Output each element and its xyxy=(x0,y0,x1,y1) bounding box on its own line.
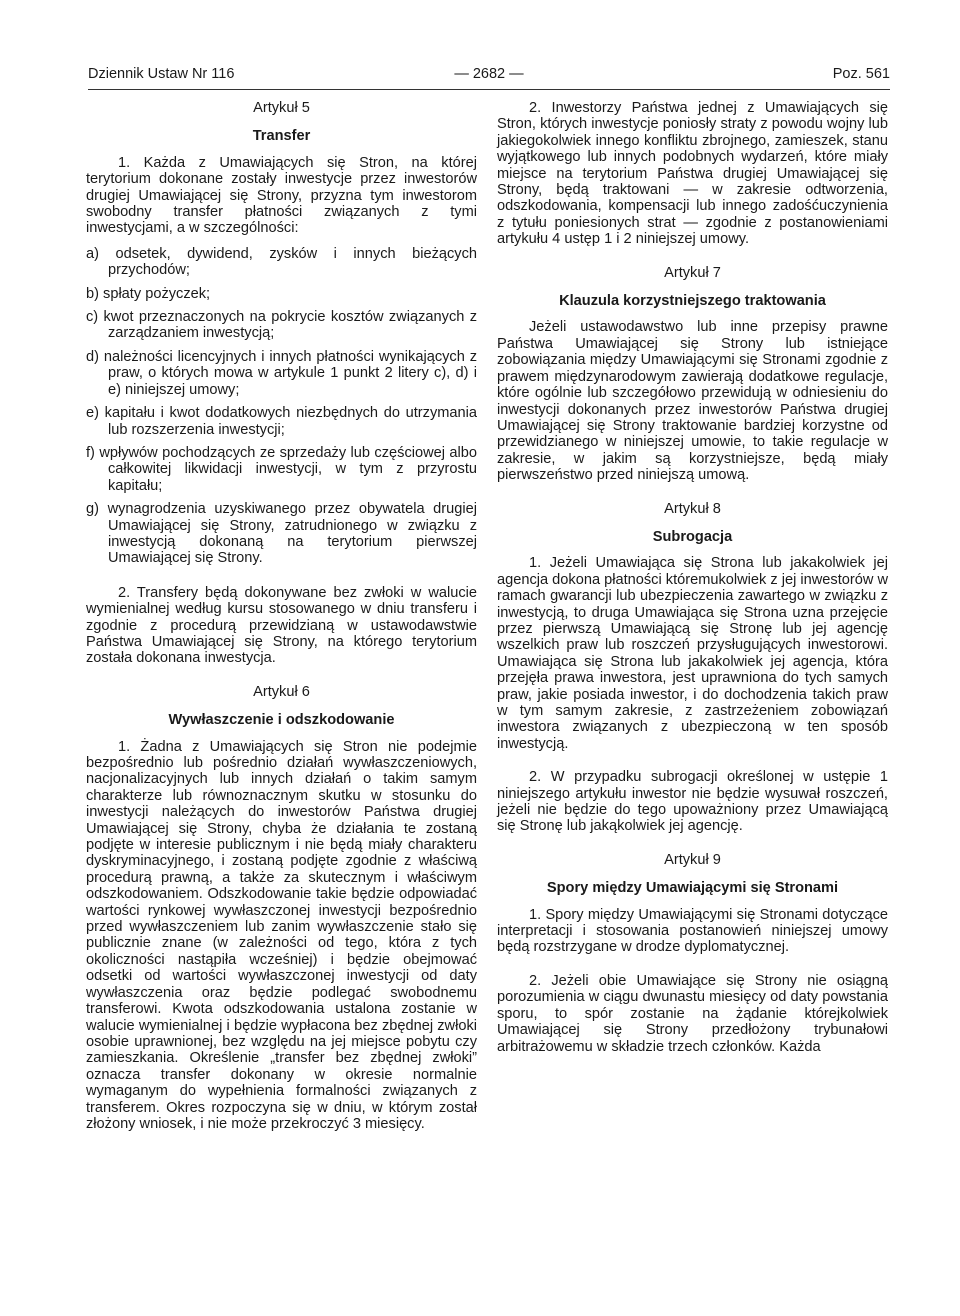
article-8-title: Subrogacja xyxy=(652,528,733,545)
article-8-heading: Artykuł 8 xyxy=(664,500,721,517)
article-6-paragraph-1: 1. Żadna z Umawiających się Stron nie podejmie bezpośrednio lub pośrednio działań wywłaszczeniowych, nacjonalizacyjnych lub innych działań o takim samym charakterze lub równoznacznym skutku w stosunku do inwestycji należących do inwestorów Państwa drugiej Umawiającej się Strony, chyba że działania te zostaną podjęte w interesie publicznym i nie będą miały charakteru dyskryminacyjnego, i zostaną podjęte zgodnie z właściwą procedurą prawną, a także za skutecznym i właściwym odszkodowaniem. Odszkodowanie takie będzie odpowiadać wartości rynkowej wywłaszczonej inwestycji bezpośrednio przed wywłaszczeniem lub zanim wywłaszczenie stało się publicznie znane (w zależności od tego, która z tych okoliczności nastąpiła wcześniej) i będzie obejmować odsetki od wartości wywłaszczonej inwestycji od daty wywłaszczenia oraz będzie podlegać swobodnemu transferowi. Kwota odszkodowania ustalona zostanie w walucie wymienialnej i będzie wypłacona bez zbędnej zwłoki osobie uprawnionej, bez względu na jej miejsce pobytu czy zamieszkania. Określenie „transfer bez zbędnej zwłoki” oznacza transfer dokonany w okresie normalnie wymaganym do wypełnienia formalności związanych z transferem. Okres rozpoczyna się w dniu, w którym został złożony wniosek, i nie może przekroczyć 3 miesięcy. xyxy=(86,738,477,1132)
article-5-paragraph-1: 1. Każda z Umawiających się Stron, na której terytorium dokonane zostały inwestycje przez inwestorów drugiej Umawiającej się Strony, przyzna tym inwestorom swobodny transfer płatności związanych z tymi inwestycjami, a w szczególności: xyxy=(86,154,477,237)
left-column xyxy=(86,100,477,1149)
article-9-heading: Artykuł 9 xyxy=(664,851,721,868)
right-column xyxy=(497,100,888,1072)
article-5-paragraph-2: 2. Transfery będą dokonywane bez zwłoki w walucie wymienialnej według kursu stosowanego w dniu transferu i zgodnie z procedurą przewidzianą w ustawodawstwie Państwa Umawiającej się Strony, na którego terytorium została dokonana inwestycja. xyxy=(86,584,477,667)
article-8-paragraph-2: 2. W przypadku subrogacji określonej w ustępie 1 niniejszego artykułu inwestor nie będzie wysuwał roszczeń, jeżeli nie będzie do tego upoważniony przez Umawiającą się Stronę lub jakąkolwiek jej agencję. xyxy=(497,769,888,835)
article-5-list xyxy=(86,246,477,567)
header-rule xyxy=(88,89,890,90)
list-item: c) kwot przeznaczonych na pokrycie kosztów związanych z zarządzaniem inwestycją; xyxy=(86,309,477,342)
article-9-paragraph-2: 2. Jeżeli obie Umawiające się Strony nie osiągną porozumienia w ciągu dwunastu miesięcy od daty powstania sporu, to spór zostanie na żądanie którejkolwiek Umawiającej się Strony przedłożony trybunałowi arbitrażowemu w składzie trzech członków. Każda xyxy=(497,972,888,1055)
article-7-heading: Artykuł 7 xyxy=(664,264,721,281)
list-item: e) kapitału i kwot dodatkowych niezbędnych do utrzymania lub rozszerzenia inwestycji; xyxy=(86,405,477,438)
list-item: b) spłaty pożyczek; xyxy=(86,285,211,302)
article-9-paragraph-1: 1. Spory między Umawiającymi się Stronami dotyczące interpretacji i stosowania postanowień niniejszej umowy będą rozstrzygane w drodze dyplomatycznej. xyxy=(497,906,888,956)
position-number: Poz. 561 xyxy=(832,66,890,82)
article-6-title: Wywłaszczenie i odszkodowanie xyxy=(168,712,395,729)
list-item: d) należności licencyjnych i innych płatności wynikających z praw, o których mowa w artykule 1 punkt 2 litery c), d) i e) niniejszej umowy; xyxy=(86,348,477,398)
article-6-heading: Artykuł 6 xyxy=(253,683,310,700)
article-5-title: Transfer xyxy=(252,128,311,145)
list-item: a) odsetek, dywidend, zysków i innych bieżących przychodów; xyxy=(86,245,477,279)
article-6-paragraph-2: 2. Inwestorzy Państwa jednej z Umawiających się Stron, których inwestycje poniosły straty z powodu wojny lub jakiegokolwiek innego konfliktu zbrojnego, zamieszek, stanu wyjątkowego lub innych podobnych wydarzeń, które miały miejsce na terytorium Państwa drugiej Umawiającej się Strony, będą traktowani — w zakresie odtworzenia, odszkodowania, kompensacji lub innego zadośćuczynienia z tytułu poniesionych strat — zgodnie z postanowieniami artykułu 4 ustęp 1 i 2 niniejszej umowy. xyxy=(497,100,888,248)
article-8-paragraph-1: 1. Jeżeli Umawiająca się Strona lub jakakolwiek jej agencja dokona płatności któremukolwiek z jej inwestorów w ramach gwarancji lub ubezpieczenia zawartego w związku z inwestycją, to druga Umawiająca się Strona uzna przejęcie przez pierwszą Umawiającą się Stronę lub jej agencję wszelkich praw lub roszczeń przysługujących inwestorowi. Umawiająca się Strona lub jakakolwiek jej agencja, która przejęła prawa inwestora, jest uprawniona do tych samych praw, jakie posiada inwestor, i do dochodzenia takich praw w tym samym zakresie, z zastrzeżeniem zobowiązań inwestora związanych z ubezpieczoną w ten sposób inwestycją. xyxy=(497,555,888,752)
list-item: g) wynagrodzenia uzyskiwanego przez obywatela drugiej Umawiającej się Strony, zatrudnionego w związku z inwestycją dokonaną na terytorium pierwszej Umawiającej się Strony. xyxy=(86,501,477,567)
journal-title: Dziennik Ustaw Nr 116 xyxy=(88,66,235,82)
article-5-heading: Artykuł 5 xyxy=(253,100,310,116)
article-7-paragraph-1: Jeżeli ustawodawstwo lub inne przepisy prawne Państwa Umawiającej się Strony lub istniejące zobowiązania między Umawiającymi się Stronami zgodnie z prawem międzynarodowym zawierają dodatkowe regulacje, które ogólnie lub szczegółowo przewidują w odniesieniu do inwestycji dokonanych przez inwestorów Państwa drugiej Umawiającej się Strony traktowanie bardziej korzystne od przewidzianego w niniejszej umowie, to takie regulacje w zakresie, w jakim są korzystniejsze, będą miały pierwszeństwo przed niniejszą umową. xyxy=(497,319,888,484)
page-number: — 2682 — xyxy=(454,66,524,82)
article-9-title: Spory między Umawiającymi się Stronami xyxy=(546,880,839,897)
page-header xyxy=(88,62,890,86)
article-7-title: Klauzula korzystniejszego traktowania xyxy=(559,293,826,310)
list-item: f) wpływów pochodzących ze sprzedaży lub częściowej albo całkowitej likwidacji inwestycji, w tym z przyrostu kapitału; xyxy=(86,444,477,494)
